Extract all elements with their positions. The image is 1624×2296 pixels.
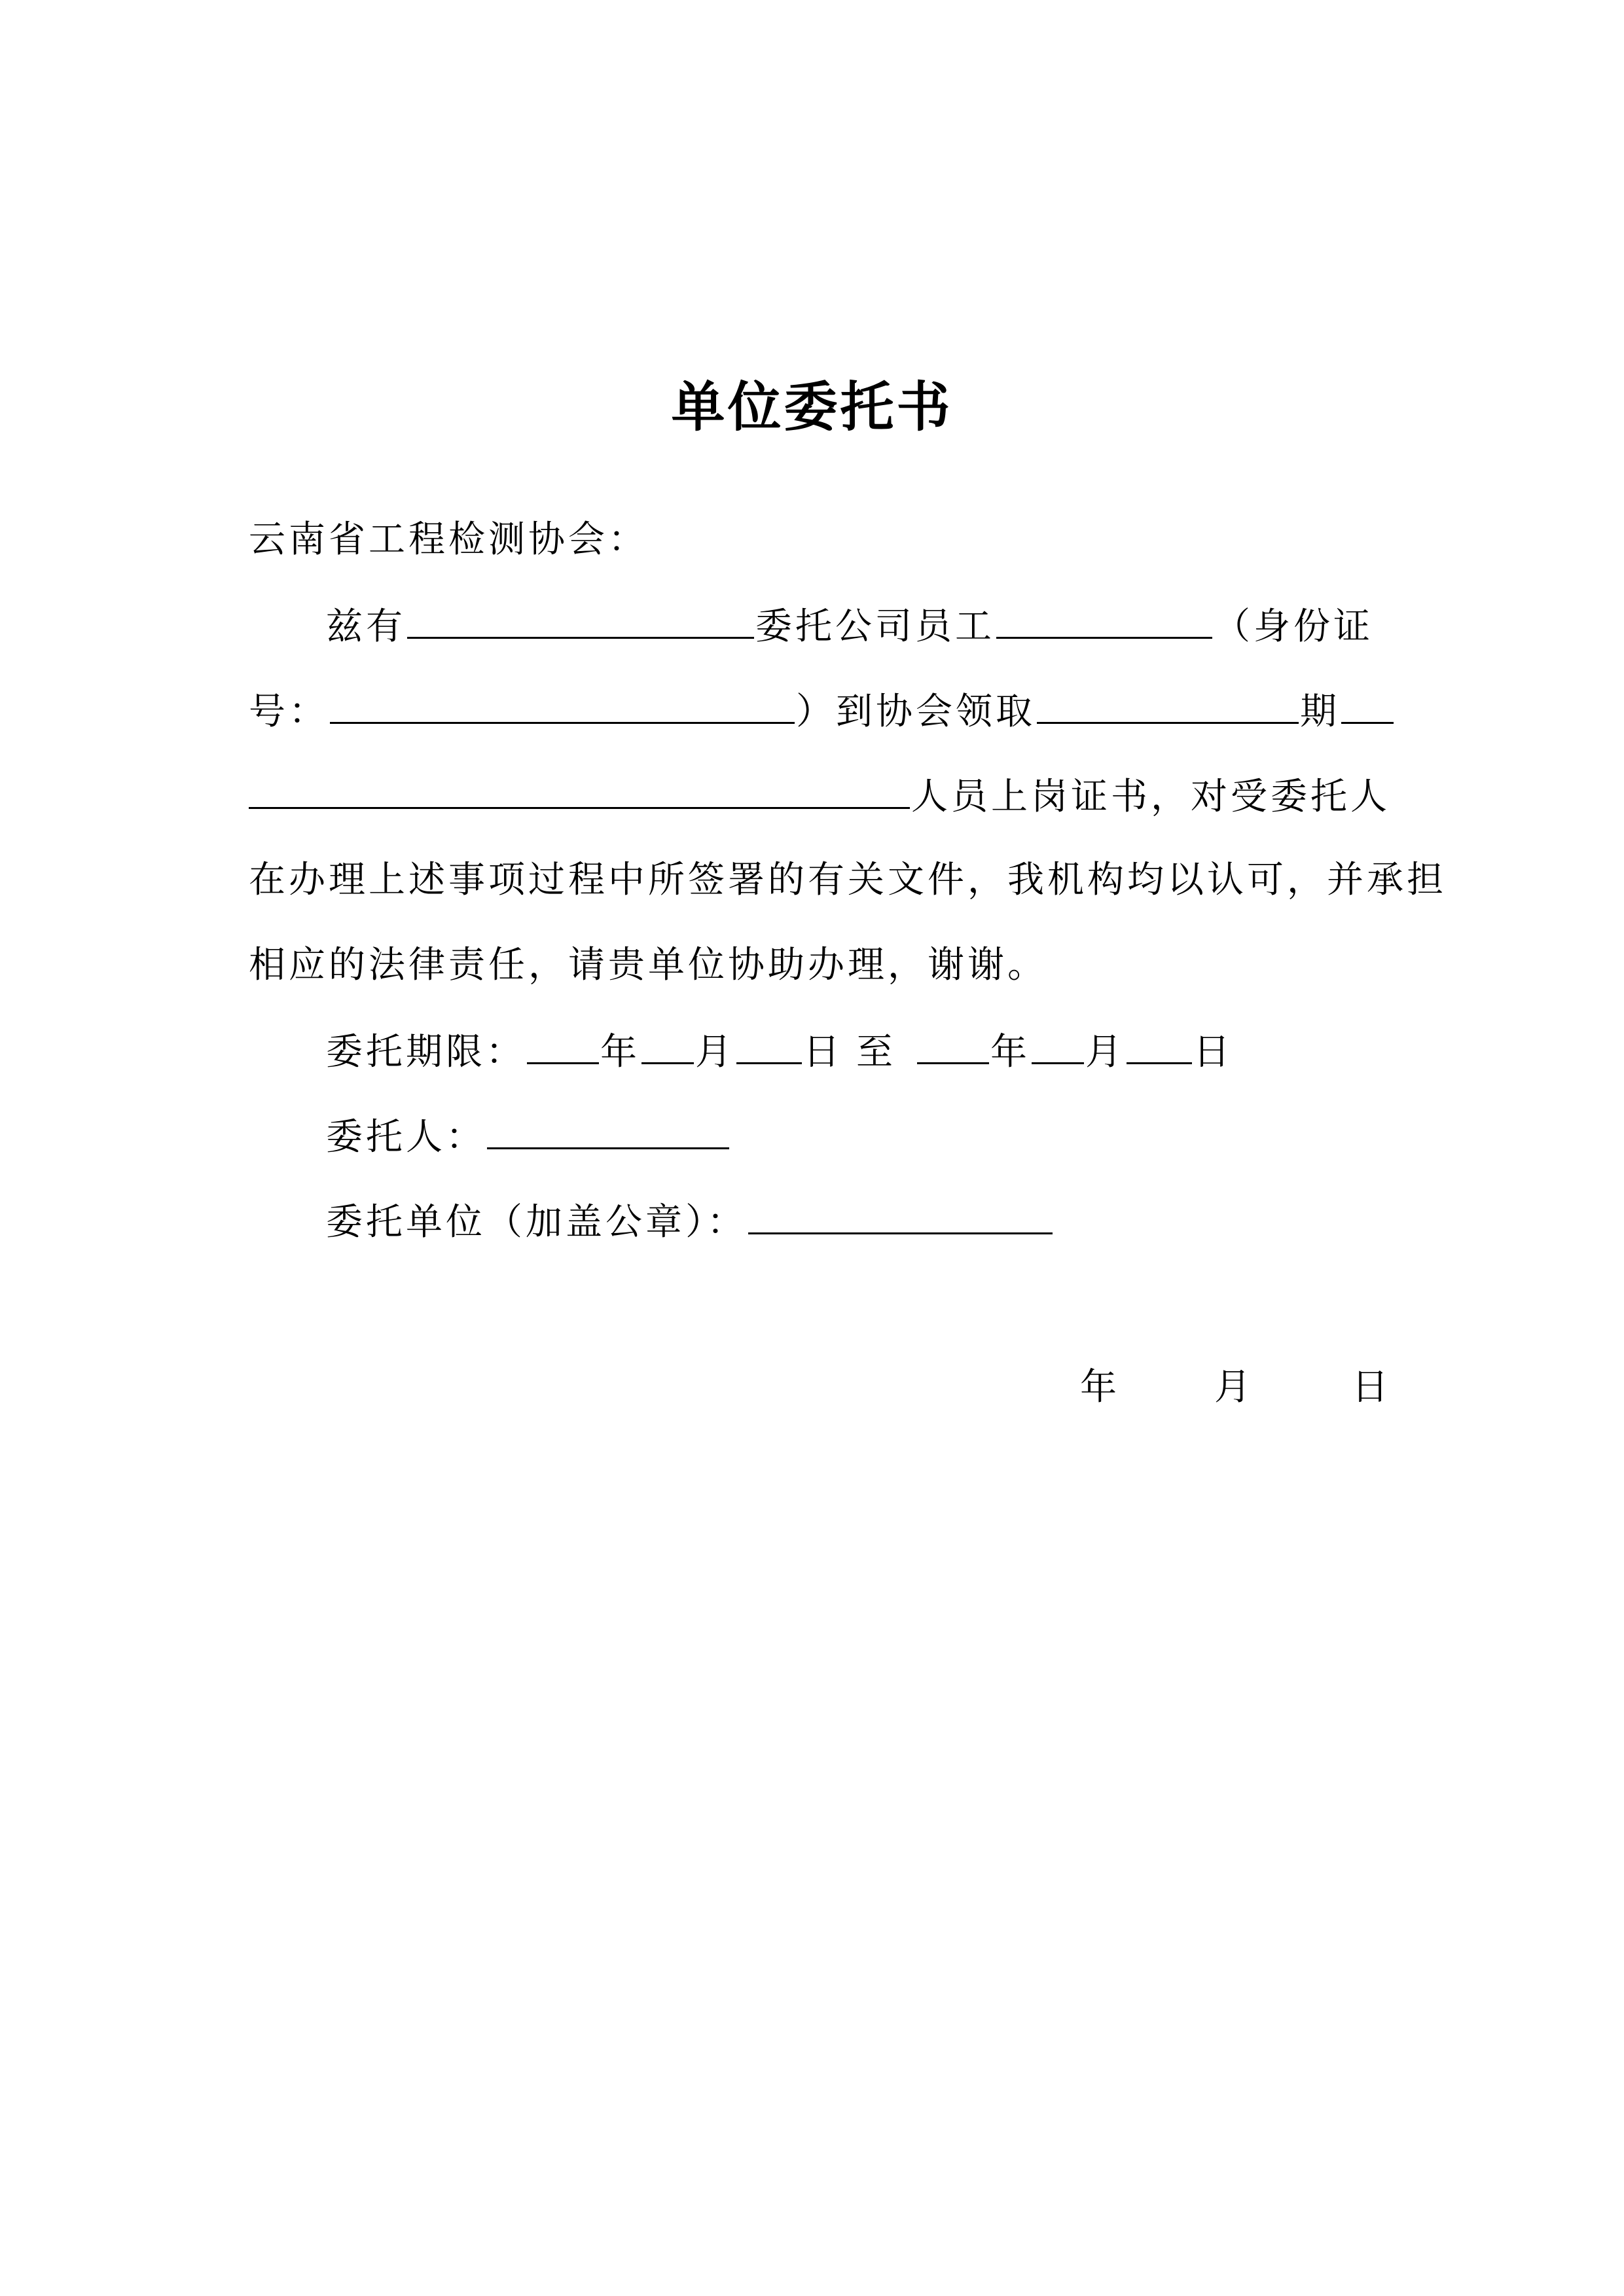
footer-year: 年 (1080, 1366, 1117, 1408)
unit-blank[interactable] (748, 1194, 1053, 1234)
period-label: 委托期限： (326, 1031, 526, 1073)
text-qi: 期 (1300, 691, 1340, 733)
unit-label: 委托单位（加盖公章）： (326, 1201, 747, 1244)
footer-day: 日 (1352, 1366, 1388, 1408)
principal-label: 委托人： (326, 1116, 486, 1158)
start-year-text: 年 (600, 1031, 640, 1073)
text-id-open: （身份证 (1214, 605, 1373, 648)
start-month-text: 月 (695, 1031, 735, 1073)
salutation: 云南省工程检测协会： (249, 518, 648, 561)
start-month-blank[interactable] (641, 1024, 694, 1064)
batch-blank[interactable] (1037, 684, 1299, 724)
start-day-text: 日 (803, 1031, 843, 1073)
period-line (326, 1024, 1465, 1079)
document-title: 单位委托书 (671, 376, 953, 439)
end-year-blank[interactable] (917, 1024, 989, 1064)
end-day-blank[interactable] (1127, 1024, 1192, 1064)
footer-month: 月 (1214, 1366, 1251, 1408)
category-blank-b[interactable] (249, 769, 910, 809)
end-year-text: 年 (990, 1031, 1030, 1073)
body-line-3 (249, 769, 1388, 823)
body-line-1 (326, 599, 1465, 653)
text-zi-you: 兹有 (326, 605, 406, 648)
employee-name-blank[interactable] (996, 599, 1212, 639)
end-month-text: 月 (1085, 1031, 1125, 1073)
unit-line (326, 1194, 1465, 1249)
text-lingqu: ）到协会领取 (796, 691, 1036, 733)
body-line-4: 在办理上述事项过程中所签署的有关文件，我机构均以认可，并承担 (249, 859, 1447, 901)
to-text: 至 (856, 1031, 896, 1073)
start-day-blank[interactable] (736, 1024, 802, 1064)
text-certificate: 人员上岗证书，对受委托人 (911, 776, 1390, 818)
text-hao: 号： (249, 691, 329, 733)
company-blank[interactable] (407, 599, 754, 639)
text-weituo-gongsi: 委托公司员工 (755, 605, 995, 648)
body-line-2 (249, 684, 1388, 738)
start-year-blank[interactable] (527, 1024, 599, 1064)
end-day-text: 日 (1193, 1031, 1233, 1073)
category-blank-a[interactable] (1341, 684, 1394, 724)
principal-blank[interactable] (487, 1109, 729, 1149)
principal-line (326, 1109, 1465, 1164)
id-number-blank[interactable] (330, 684, 795, 724)
body-line-5: 相应的法律责任，请贵单位协助办理，谢谢。 (249, 944, 1047, 986)
end-month-blank[interactable] (1032, 1024, 1084, 1064)
